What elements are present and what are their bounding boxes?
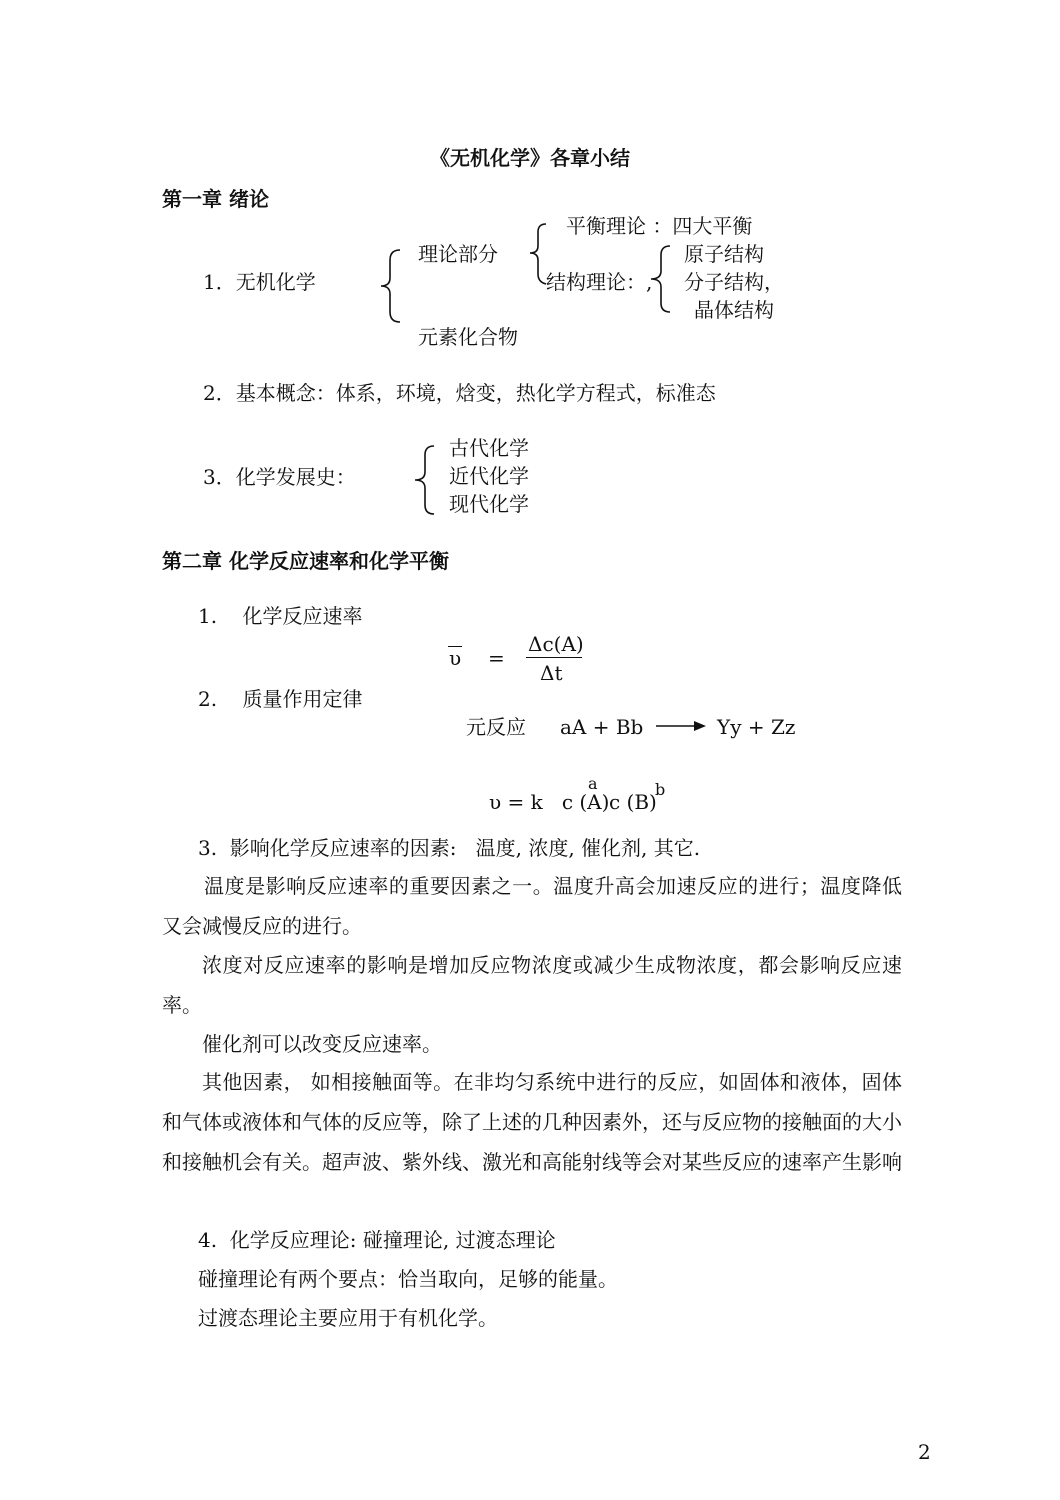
contemporary-chemistry: 现代化学	[449, 492, 529, 516]
fraction-numerator: Δc(A)	[528, 632, 584, 656]
chapter-2-heading: 第二章 化学反应速率和化学平衡	[162, 549, 449, 573]
rate-law-lhs: υ = k c (A)	[489, 790, 610, 814]
ancient-chemistry: 古代化学	[449, 436, 529, 460]
item-4-reaction-theory: 4. 化学反应理论: 碰撞理论, 过渡态理论	[198, 1228, 556, 1252]
page-number: 2	[918, 1440, 931, 1464]
structure-theory: 结构理论：,	[546, 270, 653, 294]
reactants: aA + Bb	[560, 715, 644, 739]
item-3-label: 3．化学发展史：	[203, 465, 356, 489]
paragraph-catalyst: 催化剂可以改变反应速率。	[202, 1032, 442, 1056]
big-brace-icon	[378, 248, 408, 324]
modern-chemistry: 近代化学	[449, 464, 529, 488]
paragraph-concentration: 浓度对反应速率的影响是增加反应物浓度或减少生成物浓度，都会影响反应速率。	[162, 953, 902, 1017]
paragraph-other-factors: 其他因素， 如相接触面等。在非均匀系统中进行的反应，如固体和液体，固体和气体或液体和气体的反应等，除了上述的几种因素外，还与反应物的接触面的大小和接触机会有关。超声波、紫外线、激光和高能射线等会对某些反应的速率产生影响	[162, 1070, 902, 1174]
structure-brace-icon	[646, 244, 674, 314]
reaction-arrow-icon	[656, 718, 708, 734]
balance-theory: 平衡理论 ：四大平衡	[566, 214, 753, 238]
element-compounds: 元素化合物	[418, 325, 518, 349]
rate-symbol: υ	[449, 646, 462, 670]
rate-law-cb: c (B)	[609, 790, 657, 814]
item-1-rate-label: 1. 化学反应速率	[198, 604, 363, 628]
history-brace-icon	[410, 444, 438, 518]
theory-part: 理论部分	[418, 242, 498, 266]
item-2-mass-action-label: 2. 质量作用定律	[198, 687, 363, 711]
products: Yy + Zz	[717, 715, 796, 739]
equals-sign: =	[488, 646, 505, 670]
elementary-reaction-label: 元反应	[466, 715, 526, 739]
chapter-1-heading: 第一章 绪论	[162, 187, 269, 211]
fraction-denominator: Δt	[540, 661, 563, 685]
atomic-structure: 原子结构	[684, 242, 764, 266]
exponent-b: b	[655, 780, 666, 799]
crystal-structure: 晶体结构	[694, 298, 774, 322]
item-3-factors: 3. 影响化学反应速率的因素: 温度, 浓度, 催化剂, 其它.	[198, 836, 701, 860]
fraction-bar	[526, 657, 582, 658]
molecular-structure: 分子结构，	[684, 270, 784, 294]
exponent-a: a	[588, 774, 598, 793]
document-title: 《无机化学》各章小结	[430, 146, 630, 170]
paragraph-transition-state: 过渡态理论主要应用于有机化学。	[198, 1306, 498, 1330]
paragraph-collision-theory: 碰撞理论有两个要点：恰当取向，足够的能量。	[198, 1267, 618, 1291]
item-1-label: 1．无机化学	[203, 270, 316, 294]
paragraph-temperature: 温度是影响反应速率的重要因素之一。温度升高会加速反应的进行；温度降低又会减慢反应的进行。	[162, 874, 902, 938]
item-2-basic-concepts: 2．基本概念：体系，环境，焓变，热化学方程式，标准态	[203, 381, 716, 405]
